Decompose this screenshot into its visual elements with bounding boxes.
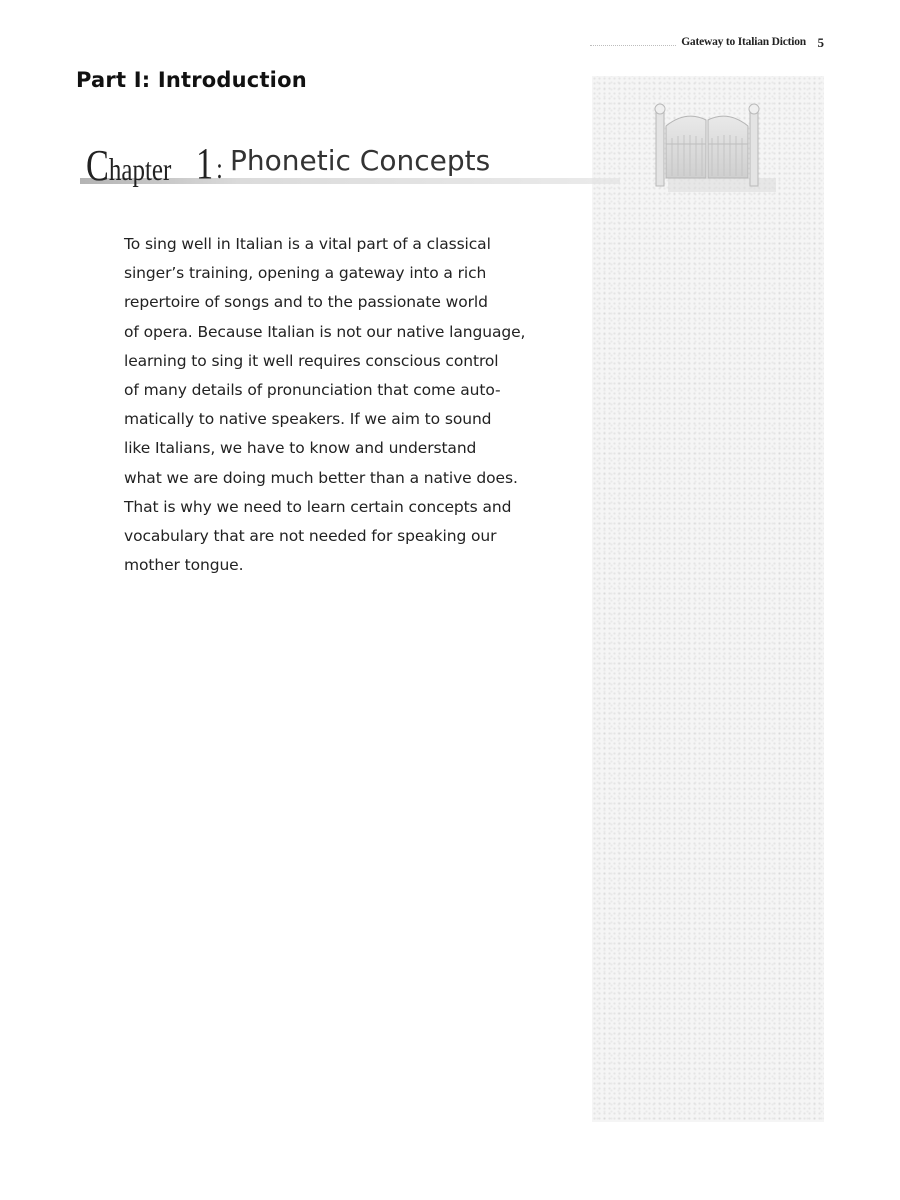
body-line: singer’s training, opening a gateway into a rich xyxy=(124,264,487,283)
chapter-title: Phonetic Concepts xyxy=(230,144,491,177)
running-header-title: Gateway to Italian Diction xyxy=(681,36,806,48)
page-number: 5 xyxy=(817,35,824,50)
body-line: of many details of pronunciation that come auto- xyxy=(124,381,501,400)
chapter-word xyxy=(86,140,171,191)
body-line: like Italians, we have to know and understand xyxy=(124,439,477,458)
body-line: vocabulary that are not needed for speaking our xyxy=(124,527,497,546)
running-header xyxy=(590,34,830,52)
body-paragraph xyxy=(124,230,544,580)
body-line: learning to sing it well requires conscious control xyxy=(124,351,499,370)
chapter-number: 1 xyxy=(196,139,214,188)
chapter-initial: C xyxy=(86,141,109,190)
body-line: repertoire of songs and to the passionate world xyxy=(124,293,488,312)
body-line: of opera. Because Italian is not our native language, xyxy=(124,322,526,341)
chapter-word-rest: hapter xyxy=(108,151,172,187)
chapter-colon: : xyxy=(216,152,223,185)
body-line: matically to native speakers. If we aim to sound xyxy=(124,410,492,429)
body-line: mother tongue. xyxy=(124,556,244,575)
chapter-heading xyxy=(80,139,620,190)
speckled-side-panel xyxy=(592,76,824,1122)
header-dotted-leader xyxy=(590,45,676,46)
body-line: To sing well in Italian is a vital part of a classical xyxy=(124,235,491,253)
body-line: what we are doing much better than a native does. xyxy=(124,468,518,487)
gate-icon xyxy=(650,98,778,198)
chapter-number-group xyxy=(196,138,223,189)
part-title: Part I: Introduction xyxy=(76,68,307,92)
body-line: That is why we need to learn certain concepts and xyxy=(124,497,512,516)
